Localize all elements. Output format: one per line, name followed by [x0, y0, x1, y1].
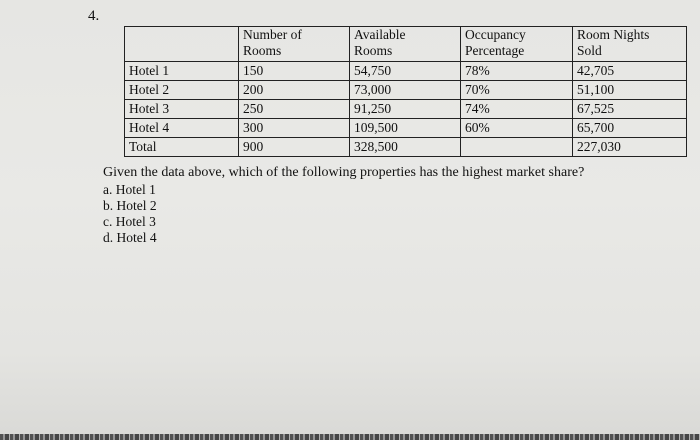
option-c: c. Hotel 3 — [103, 214, 156, 229]
question-number: 4. — [88, 8, 100, 24]
answer-options — [103, 182, 157, 246]
table-cell: 42,705 — [573, 62, 687, 81]
table-row-hotel-1 — [125, 62, 687, 81]
table-cell: 328,500 — [350, 138, 461, 157]
table-cell: 109,500 — [350, 119, 461, 138]
table-row-hotel-3 — [125, 100, 687, 119]
table-cell: 200 — [239, 81, 350, 100]
table-cell: 74% — [461, 100, 573, 119]
table-cell: 73,000 — [350, 81, 461, 100]
page-edge-band — [0, 434, 700, 440]
table-cell: 300 — [239, 119, 350, 138]
header-cell-available-rooms: Available Rooms — [350, 27, 461, 62]
table-cell: 91,250 — [350, 100, 461, 119]
table-cell: Hotel 2 — [125, 81, 239, 100]
option-d: d. Hotel 4 — [103, 230, 157, 245]
table-cell: 150 — [239, 62, 350, 81]
table-cell: Hotel 3 — [125, 100, 239, 119]
table-cell — [461, 138, 573, 157]
header-cell-occupancy-percentage: Occupancy Percentage — [461, 27, 573, 62]
header-cell-hotel — [125, 27, 239, 62]
table-cell: Hotel 4 — [125, 119, 239, 138]
option-b: b. Hotel 2 — [103, 198, 157, 213]
option-a: a. Hotel 1 — [103, 182, 156, 197]
header-cell-number-of-rooms: Number of Rooms — [239, 27, 350, 62]
table-cell: 250 — [239, 100, 350, 119]
question-text: Given the data above, which of the following properties has the highest market share? — [103, 165, 585, 180]
table-cell: 51,100 — [573, 81, 687, 100]
table-cell: 65,700 — [573, 119, 687, 138]
table-cell: 70% — [461, 81, 573, 100]
table-cell: 78% — [461, 62, 573, 81]
table-row-hotel-2 — [125, 81, 687, 100]
table-cell: Total — [125, 138, 239, 157]
hotel-data-table — [124, 26, 687, 157]
table-cell: 60% — [461, 119, 573, 138]
table-row-hotel-4 — [125, 119, 687, 138]
table-cell: 900 — [239, 138, 350, 157]
table-cell: 54,750 — [350, 62, 461, 81]
table-header-row — [125, 27, 687, 62]
table-cell: 227,030 — [573, 138, 687, 157]
table-row-total — [125, 138, 687, 157]
table-cell: Hotel 1 — [125, 62, 239, 81]
header-cell-room-nights-sold: Room Nights Sold — [573, 27, 687, 62]
table-cell: 67,525 — [573, 100, 687, 119]
